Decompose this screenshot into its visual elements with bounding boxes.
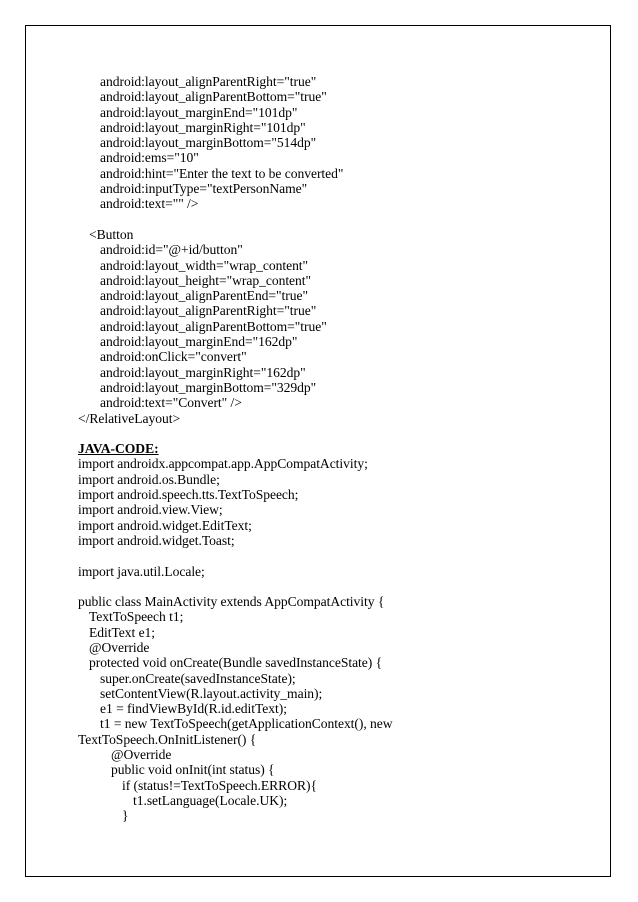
code-line: android:onClick="convert" bbox=[100, 349, 247, 365]
code-line: import android.speech.tts.TextToSpeech; bbox=[78, 487, 299, 503]
code-line: protected void onCreate(Bundle savedInstanceState) { bbox=[89, 655, 383, 671]
code-line: t1.setLanguage(Locale.UK); bbox=[133, 792, 288, 808]
document-content bbox=[78, 74, 578, 824]
java-code-heading: JAVA-CODE: bbox=[78, 441, 159, 457]
code-line: </RelativeLayout> bbox=[78, 410, 181, 426]
code-line: if (status!=TextToSpeech.ERROR){ bbox=[122, 777, 317, 793]
code-line: } bbox=[122, 808, 129, 824]
code-line: android:layout_height="wrap_content" bbox=[100, 272, 312, 288]
blank-line bbox=[78, 426, 578, 441]
code-line: android:layout_marginEnd="162dp" bbox=[100, 334, 298, 350]
code-line: public void onInit(int status) { bbox=[111, 762, 275, 778]
code-line: import android.view.View; bbox=[78, 502, 223, 518]
code-line: android:layout_width="wrap_content" bbox=[100, 257, 309, 273]
code-line: android:ems="10" bbox=[100, 150, 199, 166]
code-line: <Button bbox=[89, 226, 134, 242]
code-line: android:layout_marginRight="101dp" bbox=[100, 119, 306, 135]
code-line: EditText e1; bbox=[89, 624, 156, 640]
code-line: android:text="Convert" /> bbox=[100, 395, 242, 411]
code-line: t1 = new TextToSpeech(getApplicationContext(), new bbox=[100, 716, 393, 732]
code-line: android:layout_alignParentRight="true" bbox=[100, 303, 317, 319]
code-line: android:layout_marginBottom="514dp" bbox=[100, 135, 317, 151]
code-line: import android.os.Bundle; bbox=[78, 471, 220, 487]
code-line: android:layout_alignParentBottom="true" bbox=[100, 89, 327, 105]
code-line: import android.widget.Toast; bbox=[78, 532, 235, 548]
code-line: public class MainActivity extends AppCompatActivity { bbox=[78, 594, 385, 610]
code-line: import java.util.Locale; bbox=[78, 563, 205, 579]
code-line: super.onCreate(savedInstanceState); bbox=[100, 670, 296, 686]
code-line: android:id="@+id/button" bbox=[100, 242, 243, 258]
code-line: android:layout_marginRight="162dp" bbox=[100, 364, 306, 380]
code-line: android:inputType="textPersonName" bbox=[100, 181, 308, 197]
code-line: android:layout_alignParentBottom="true" bbox=[100, 318, 327, 334]
code-line: e1 = findViewById(R.id.editText); bbox=[100, 701, 287, 717]
code-line: android:layout_alignParentRight="true" bbox=[100, 74, 317, 89]
code-line: @Override bbox=[111, 747, 172, 763]
code-line: android:text="" /> bbox=[100, 196, 199, 212]
blank-line bbox=[78, 212, 578, 227]
code-line: import androidx.appcompat.app.AppCompatActivity; bbox=[78, 456, 368, 472]
code-line: android:layout_marginBottom="329dp" bbox=[100, 379, 317, 395]
code-line: setContentView(R.layout.activity_main); bbox=[100, 685, 323, 701]
code-line: android:layout_alignParentEnd="true" bbox=[100, 288, 308, 304]
code-line: TextToSpeech t1; bbox=[89, 609, 184, 625]
blank-line bbox=[78, 579, 578, 594]
blank-line bbox=[78, 548, 578, 563]
code-line: TextToSpeech.OnInitListener() { bbox=[78, 731, 257, 747]
code-line: import android.widget.EditText; bbox=[78, 517, 252, 533]
code-line: android:hint="Enter the text to be converted" bbox=[100, 165, 344, 181]
code-line: android:layout_marginEnd="101dp" bbox=[100, 104, 298, 120]
code-line: @Override bbox=[89, 639, 150, 655]
